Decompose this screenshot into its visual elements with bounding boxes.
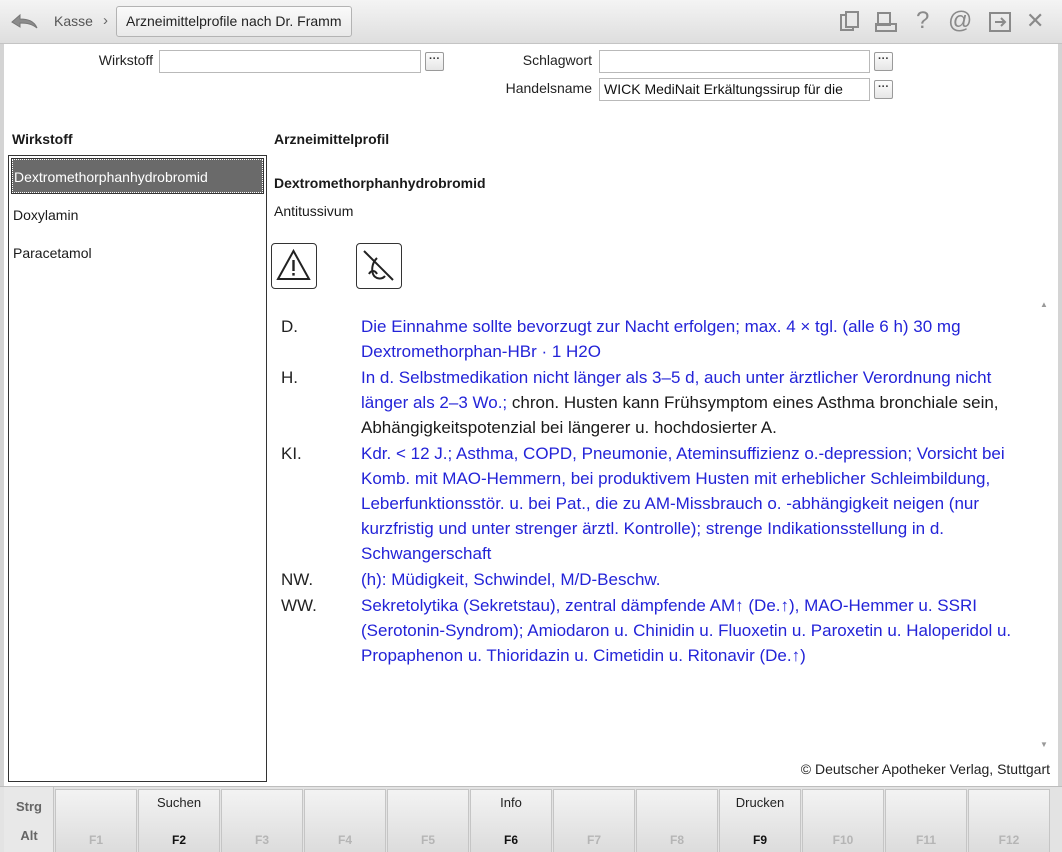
fkey-f2[interactable]: [138, 789, 220, 852]
fkey-f9[interactable]: [719, 789, 801, 852]
fkey-f1[interactable]: [55, 789, 137, 852]
copyright-notice: © Deutscher Apotheker Verlag, Stuttgart: [800, 761, 1050, 777]
wirkstoff-label: Wirkstoff: [98, 52, 153, 68]
fkey-code: F10: [832, 833, 854, 847]
schlagwort-input[interactable]: [599, 50, 870, 73]
fkey-f8[interactable]: [636, 789, 718, 852]
window-frame-right: [1058, 44, 1062, 786]
fkey-f6[interactable]: [470, 789, 552, 852]
entry-text-kontraindikation-blue: Kdr. < 12 J.; Asthma, COPD, Pneumonie, Ateminsuffizienz o.-depression; Vorsicht bei Komb. mit MAO-Hemmern, bei produktivem Husten mit erheblicher Schleimbildung, Leberfunktionsstör. u. bei Pat., die zu AM-Missbrauch o. -abhängigkeit neigen (nur kurzfristig und unter strenger ärztl. Kontrolle); strenge Indikationsstellung in d. Schwangerschaft: [361, 444, 1005, 563]
breadcrumb-separator: ›: [103, 12, 108, 29]
entry-key-wechselwirkung: WW.: [281, 596, 317, 615]
fkey-f11[interactable]: [885, 789, 967, 852]
wirkstoff-list-heading: Wirkstoff: [12, 131, 73, 147]
window-switch-icon[interactable]: [988, 10, 1012, 34]
close-icon[interactable]: ✕: [1026, 8, 1045, 33]
entry-key-dosierung: D.: [281, 317, 298, 336]
list-item-doxylamin[interactable]: Doxylamin: [13, 207, 79, 223]
entry-key-hinweis: H.: [281, 368, 298, 387]
at-icon[interactable]: @: [948, 7, 973, 34]
entry-text-dosierung-blue: Die Einnahme sollte bevorzugt zur Nacht erfolgen; max. 4 × tgl. (alle 6 h) 30 mg Dextromethorphan-HBr · 1 H2O: [361, 317, 961, 361]
fkey-f7[interactable]: [553, 789, 635, 852]
entry-text-dosierung: [361, 314, 1036, 364]
scroll-up-arrow-icon[interactable]: ▲: [1040, 300, 1048, 309]
breadcrumb-current[interactable]: Arzneimittelprofile nach Dr. Framm: [116, 6, 352, 37]
fkey-code: F1: [88, 833, 103, 847]
fkey-f10[interactable]: [802, 789, 884, 852]
wirkstoff-list: [8, 155, 267, 782]
fkey-f12[interactable]: [968, 789, 1050, 852]
fkey-code: F3: [254, 833, 269, 847]
fkey-code: F2: [171, 833, 186, 847]
wirkstoff-input[interactable]: [159, 50, 421, 73]
entry-text-wechselwirkung: [361, 593, 1036, 668]
print-preview-icon[interactable]: [874, 10, 898, 34]
entry-text-kontraindikation: [361, 441, 1036, 566]
schlagwort-label: Schlagwort: [522, 52, 592, 68]
entry-key-kontraindikation: KI.: [281, 444, 302, 463]
fkey-f5[interactable]: [387, 789, 469, 852]
fkey-label: Drucken: [735, 795, 785, 810]
entry-text-hinweis-black: chron. Husten kann Frühsymptom eines Asthma bronchiale sein, Abhängigkeitspotenzial bei längerer u. hochdosierter A.: [361, 393, 999, 437]
handelsname-label: Handelsname: [505, 80, 592, 96]
fkey-f4[interactable]: [304, 789, 386, 852]
warning-icon: [271, 243, 317, 289]
entry-text-hinweis: [361, 365, 1036, 440]
fkey-label: Info: [500, 795, 522, 810]
breadcrumb-kasse[interactable]: Kasse: [54, 13, 93, 29]
help-icon[interactable]: ?: [916, 7, 930, 34]
entry-text-nebenwirkung: [361, 567, 1036, 592]
entry-key-nebenwirkung: NW.: [281, 570, 314, 589]
scroll-down-arrow-icon[interactable]: ▼: [1040, 740, 1048, 749]
fkey-code: F9: [752, 833, 767, 847]
documents-icon[interactable]: [838, 10, 862, 34]
function-key-bar: [0, 786, 1062, 852]
modifier-strg[interactable]: Strg: [16, 799, 42, 814]
handelsname-input[interactable]: WICK MediNait Erkältungssirup für die: [599, 78, 870, 101]
fkey-code: F8: [669, 833, 684, 847]
fkey-code: F12: [998, 833, 1020, 847]
schlagwort-picker-button[interactable]: ···: [874, 52, 893, 71]
fkey-f3[interactable]: [221, 789, 303, 852]
wirkstoff-picker-button[interactable]: ···: [425, 52, 444, 71]
no-cough-icon: [356, 243, 402, 289]
fkey-label: Suchen: [156, 795, 202, 810]
fkey-code: F6: [503, 833, 518, 847]
fkey-code: F5: [420, 833, 435, 847]
entry-text-hinweis-blue: In d. Selbstmedikation nicht länger als 3–5 d, auch unter ärztlicher Verordnung nicht länger als 2–3 Wo.;: [361, 368, 992, 412]
handelsname-picker-button[interactable]: ···: [874, 80, 893, 99]
modifier-keys: [4, 787, 54, 852]
profile-heading: Arzneimittelprofil: [274, 131, 390, 147]
back-arrow-icon[interactable]: [8, 8, 40, 34]
list-item-paracetamol[interactable]: Paracetamol: [13, 245, 92, 261]
fkey-code: F4: [337, 833, 352, 847]
drug-name: Dextromethorphanhydrobromid: [274, 175, 486, 191]
fkey-code: F11: [915, 833, 936, 847]
top-bar: [0, 0, 1062, 44]
entry-text-nebenwirkung-blue: (h): Müdigkeit, Schwindel, M/D-Beschw.: [361, 570, 661, 589]
list-item-dextromethorphanhydrobromid[interactable]: Dextromethorphanhydrobromid: [11, 158, 264, 194]
entry-text-wechselwirkung-blue: Sekretolytika (Sekretstau), zentral dämpfende AM↑ (De.↑), MAO-Hemmer u. SSRI (Serotonin-Syndrom); Amiodaron u. Chinidin u. Fluoxetin u. Paroxetin u. Haloperidol u. Propaphenon u. Thioridazin u. Cimetidin u. Ritonavir (De.↑): [361, 596, 1012, 665]
modifier-alt[interactable]: Alt: [20, 828, 38, 843]
fkey-code: F7: [586, 833, 601, 847]
drug-class: Antitussivum: [274, 203, 354, 219]
window-frame-left: [0, 44, 4, 786]
profile-scrollbar[interactable]: [1038, 298, 1050, 754]
